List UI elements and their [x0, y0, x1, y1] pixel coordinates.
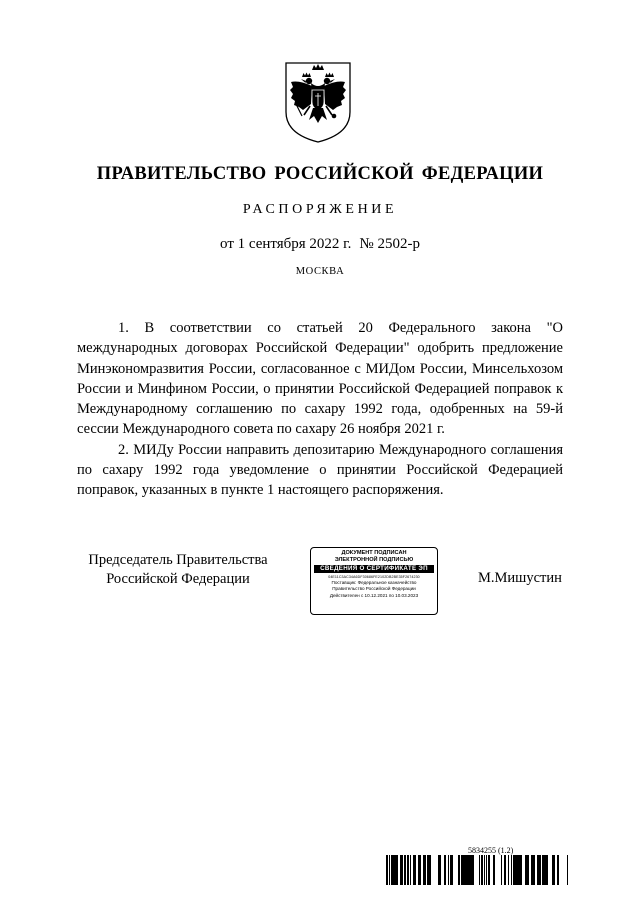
paragraph-1: 1. В соответствии со статьей 20 Федерального закона "О международных договорах Российской Федерации" одобрить предложение Минэкономразвития России, согласованное с МИДом России, Минсельхозом России и Минфином России, о принятии Российской Федерацией поправок к Международному соглашению по сахару 1992 года, одобренных на 59-й сессии Международного совета по сахару 26 ноября 2021 г.: [77, 320, 563, 438]
signer-name: М.Мишустин: [478, 570, 562, 586]
stamp-serial: 04E11C3AC34A6DF30686FE2102DB2BE35F2674230: [328, 575, 420, 580]
stamp-issuer-line1: Поставщик: Федеральное казначейство: [331, 580, 417, 586]
signer-position-line1: Председатель Правительства: [88, 552, 268, 568]
document-body: [77, 318, 563, 501]
paragraph-2: 2. МИДу России направить депозитарию Международного соглашения по сахару 1992 года уведомление о принятии Российской Федерацией поправок, указанных в пункте 1 настоящего распоряжения.: [77, 441, 563, 499]
document-type: РАСПОРЯЖЕНИЕ: [242, 202, 398, 217]
barcode-label: 5834255 (1.2): [468, 846, 514, 855]
signer-position-line2: Российской Федерации: [106, 571, 250, 587]
document-date: от 1 сентября 2022 г.: [220, 236, 352, 252]
document-number: № 2502-р: [359, 236, 420, 252]
document-date-line: [0, 236, 640, 253]
barcode-icon: [385, 855, 568, 885]
coat-of-arms-icon: [283, 60, 353, 144]
stamp-validity: Действителен с 10.12.2021 по 10.03.2023: [329, 592, 419, 598]
stamp-certificate-header: СВЕДЕНИЯ О СЕРТИФИКАТЕ ЭП: [314, 565, 434, 574]
government-title: ПРАВИТЕЛЬСТВО РОССИЙСКОЙ ФЕДЕРАЦИИ: [96, 164, 544, 184]
stamp-line2: ЭЛЕКТРОННОЙ ПОДПИСЬЮ: [334, 556, 414, 563]
signer-position: [78, 551, 278, 589]
e-signature-stamp: [310, 547, 438, 615]
document-city: МОСКВА: [295, 266, 345, 277]
stamp-line1: ДОКУМЕНТ ПОДПИСАН: [341, 550, 407, 556]
stamp-issuer-line2: Правительство Российской Федерации: [332, 586, 416, 592]
